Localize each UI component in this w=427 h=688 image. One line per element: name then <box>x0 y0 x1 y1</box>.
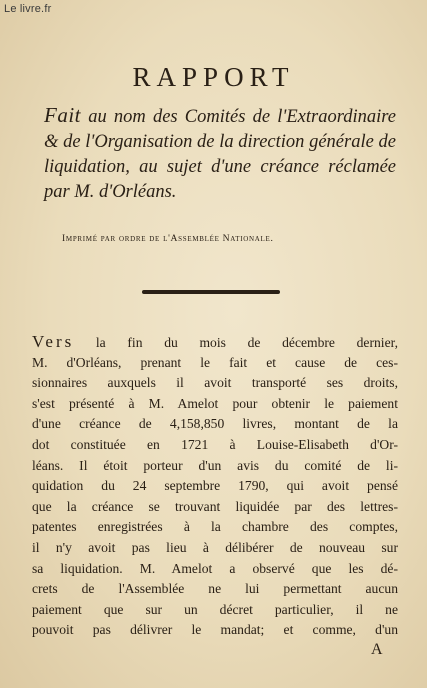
watermark: Le livre.fr <box>4 3 52 15</box>
body-line: que la créance se trouvant liquidée par des lettres- <box>32 498 398 514</box>
body-line: dot constituée en 1721 à Louise-Elisabeth d'Or- <box>32 436 398 452</box>
body-line: sa liquidation. M. Amelot a observé que les dé- <box>32 560 398 576</box>
body-line: léans. Il étoit porteur d'un avis du comité de li- <box>32 457 398 473</box>
body-line: paiement que sur un décret particulier, il ne <box>32 601 398 617</box>
body-line: patentes enregistrées à la chambre des comptes, <box>32 519 398 535</box>
signature-mark: A <box>371 641 383 658</box>
body-line: il n'y avoit pas lieu à délibérer de nouveau sur <box>32 539 398 555</box>
body-line <box>32 332 398 353</box>
body-text <box>32 332 398 641</box>
subtitle-text: au nom des Comités de l'Extraordinaire & de l'Organisation de la direction générale de liquidation, au sujet d'une créance réclamée par M. d'Orléans. <box>44 107 396 202</box>
body-line: s'est présenté à M. Amelot pour obtenir le paiement <box>32 395 398 411</box>
body-line: d'une créance de 4,158,850 livres, montant de la <box>32 416 398 432</box>
body-line: quidation du 24 septembre 1790, qui avoit pensé <box>32 478 398 494</box>
page-title: RAPPORT <box>132 62 295 92</box>
subtitle-lead: Fait <box>44 103 81 127</box>
decorative-rule <box>142 290 280 294</box>
body-line: crets de l'Assemblée ne lui permettant aucun <box>32 581 398 597</box>
body-line: M. d'Orléans, prenant le fait et cause de ces- <box>32 354 398 370</box>
body-line-text: la fin du mois de décembre dernier, <box>74 335 398 350</box>
imprint-line: Imprimé par ordre de l'Assemblée Nationale. <box>62 233 274 244</box>
body-line: sionnaires auxquels il avoit transporté ses droits, <box>32 375 398 391</box>
body-line: pouvoit pas délivrer le mandat; et comme, d'un <box>32 622 398 638</box>
first-word: Vers <box>32 332 75 351</box>
subtitle <box>44 103 396 205</box>
